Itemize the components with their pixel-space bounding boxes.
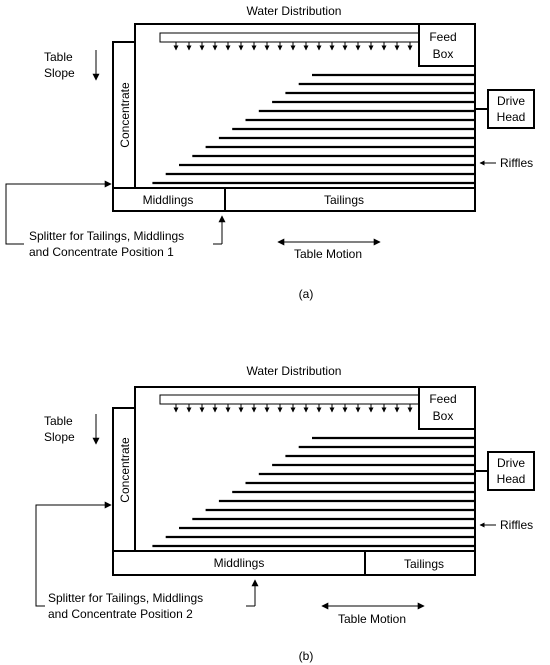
water-distribution-label: Water Distribution: [246, 364, 342, 378]
water-distribution-pipe: [160, 33, 419, 50]
concentrate-label: Concentrate: [118, 437, 132, 503]
water-drops: [176, 404, 410, 412]
splitter-label-1: Splitter for Tailings, Middlings: [29, 229, 185, 243]
water-distribution-pipe: [160, 395, 419, 412]
table-outline: [135, 387, 475, 551]
riffles-group: [152, 438, 475, 546]
caption-a: (a): [298, 287, 314, 301]
riffles-group: [152, 75, 475, 183]
tailings-label: Tailings: [403, 557, 445, 571]
middlings-label: Middlings: [142, 193, 194, 207]
drive-head-label-2: Head: [496, 110, 526, 124]
splitter-label-2: and Concentrate Position 2: [48, 607, 193, 621]
table-outline: [135, 24, 475, 188]
table-slope-label-1: Table: [44, 414, 73, 428]
drive-head-label-1: Drive: [496, 94, 526, 108]
caption-b: (b): [298, 649, 314, 663]
splitter-label-2: and Concentrate Position 1: [29, 245, 174, 259]
middlings-label: Middlings: [213, 556, 265, 570]
concentrate-label: Concentrate: [118, 82, 132, 148]
table-motion-label: Table Motion: [337, 612, 407, 626]
water-distribution-label: Water Distribution: [246, 4, 342, 18]
drive-head-label-2: Head: [496, 472, 526, 486]
riffles-label: Riffles: [500, 156, 534, 170]
splitter-label-1: Splitter for Tailings, Middlings: [48, 591, 204, 605]
diagram-a: [6, 4, 534, 301]
feed-box-label-2: Box: [432, 47, 454, 61]
riffles-label: Riffles: [500, 518, 534, 532]
table-slope-label-2: Slope: [44, 430, 75, 444]
table-motion-label: Table Motion: [293, 247, 363, 261]
tailings-label: Tailings: [323, 193, 365, 207]
feed-box-label-1: Feed: [429, 30, 457, 44]
diagram-b: [36, 364, 534, 663]
water-drops: [176, 42, 410, 50]
drive-head-label-1: Drive: [496, 456, 526, 470]
table-slope-label-1: Table: [44, 50, 73, 64]
table-slope-label-2: Slope: [44, 66, 75, 80]
feed-box-label-1: Feed: [429, 392, 457, 406]
feed-box-label-2: Box: [432, 409, 454, 423]
